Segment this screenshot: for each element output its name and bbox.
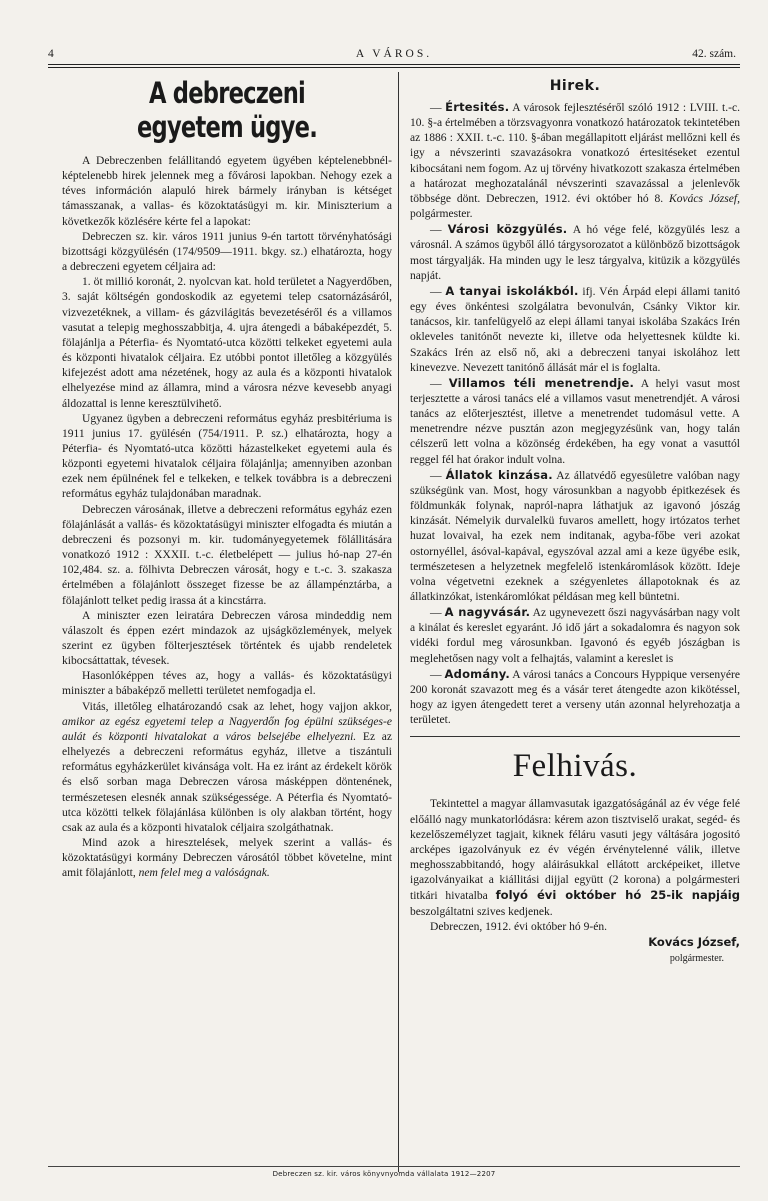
notice-text: beszolgáltatni szives kedjenek. [410, 905, 553, 918]
news-item-lead: Adomány. [444, 666, 510, 681]
article-paragraph [62, 836, 392, 881]
news-item-lead: Városi közgyülés. [447, 222, 568, 237]
news-item-lead: A tanyai iskolákból. [445, 283, 579, 298]
paragraph-text: Vitás, illetőleg elhatározandó csak az lehet, hogy vajjon akkor, [82, 700, 392, 713]
header-rule-double [48, 67, 740, 68]
news-item: — Városi közgyülés. A hó vége felé, közgyülés lesz a városnál. A számos ügyből álló tárgysorozatot a különböző bizottságok most tárgyalják. Ha minden ugy le lesz tárgyalva, kitüzik a közgyülés napját. [410, 222, 741, 282]
news-item: — A nagyvásár. Az ugynevezett őszi nagyvásárban nagy volt a kinálat és kereslet egyaránt. Jó idő járt a sokadalomra és nagyon sok vidéki fordul meg városunkban. Igavonó és egyéb jószágban is meglehetősen nagy volt a felhajtás, valamint a kereslet is [410, 605, 741, 665]
notice-paragraph [410, 797, 740, 919]
notice-deadline: folyó évi október hó 25-ik napjáig [495, 888, 740, 903]
article-paragraph: Debreczen városának, illetve a debreczeni református egyház ezen fölajánlását a vallás- és közoktatásügyi miniszter elfogadta és miután a debreczeni és pozsonyi m. kir. tudományegyetemek fölállitására vonatkozó 1912 : XXXII. t.-c. életbelépett — julius hó-nap 27-én 102,484. sz. a. fölhivta Debreczen városát, hogy e t.-c. 3. szakasza értelmében a fölajánlott összeget fizesse be az állampénztárba, a fölajánlott telket pedig irassa át a kincstárra. [62, 503, 392, 607]
news-heading: Hirek. [549, 78, 601, 94]
news-item-text: ifj. Vén Árpád elepi állami tanitó egy éves önkéntesi szolgálatra bevonulván, Csánky Viktor kir. tanácsos, kir. tanfelügyelő az elepi állami tanyai iskolába Szakács Irén okleveles tanitónőt nevezte ki, illetve oda helyettesnek küldte ki. Szakács Irén az első nő, aki a debreczeni tanyai iskolához lett kinevezve. Nevezett tanitónő állását már el is foglalta. [410, 285, 741, 374]
news-item-lead: Állatok kinzása. [445, 467, 553, 482]
footer-rule [48, 1166, 740, 1167]
news-item-text: A hó vége felé, közgyülés lesz a városnál. A számos ügyből álló tárgysorozatot a különböző bizottságok most tárgyalják. Ha minden ugy le lesz tárgyalva, kitüzik a közgyülés napját. [410, 224, 741, 282]
news-item: — A tanyai iskolákból. ifj. Vén Árpád elepi állami tanitó egy éves önkéntesi szolgálatra bevonulván, Csánky Viktor kir. tanácsos, kir. tanfelügyelő az elepi állami tanyai iskolába Szakács Irén okleveles tanitónőt nevezte ki, illetve oda helyettesnek küldte ki. Szakács Irén az első nő, aki a debreczeni tanyai iskolához lett kinevezve. Nevezett tanitónő állását már el is foglalta. [410, 283, 741, 374]
news-item-text: A városi tanács a Concours Hyppique versenyére 200 koronát szavazott meg és a vásár teret átengedte azon kikötéssel, hogy az igyen átengedett teret a verseny után azonnal helyrehozatja a területet. [410, 668, 740, 727]
news-item-text: Az állatvédő egyesületre valóban nagy szükségünk van. Most, hogy városunkban a nagyobb épitkezések és földmunkák folynak, napról-napra láthatjuk az igavonó jószág kinzását. Némelyik durvalelkü fuvaros amellett, hogy irtózatos terhet huzat lovaival, ha ezek nem inditanak, agyba-főbe veri azokat ostornyéllel, ásóval-kapával, egyszóval azzal ami a keze ügyébe esik, természetesen a helyzetnek megfelelő istenkáromlások között. Ideje volna végetvetni ezeknek a szégyenletes állapotoknak és az állatkinzókat, istenkáromlókat példásan meg kell büntetni. [410, 469, 741, 603]
notice-signature-block [410, 935, 740, 966]
header-rule [48, 64, 740, 65]
article-title: A debreczeni egyetem ügye. [136, 76, 318, 144]
news-item: — Adomány. A városi tanács a Concours Hyppique versenyére 200 koronát szavazott meg és a vásár teret átengedte azon kikötéssel, hogy az igyen átengedett teret a verseny után azonnal helyrehozatja a területet. [410, 666, 740, 727]
news-item-tail: polgármester. [410, 208, 473, 221]
notice-role: polgármester. [669, 952, 724, 964]
italic-text: amikor az egész egyetemi telep a Nagyerdőn fog épülni szükséges-e aulát és központi hivatalokat a város belsejébe elhelyezni. [62, 715, 392, 743]
news-item-text: A helyi vasut most terjesztette a városi tanács elé a villamos vasut menetrendjét. A városi tanács az előterjesztést, illetve a menetrendet tudomásul vette. A menetrendre nézve pusztán azon megjegyzésünk van, hogy talán célszerű lett volna a közönség érdekében, ha egy vonat a vasuttól reggel fél hat órakor indult volna. [410, 377, 741, 466]
issue-number: 42. szám. [692, 48, 736, 60]
article-paragraph: Hasonlóképpen téves az, hogy a vallás- és közoktatásügyi miniszter a bábaképző melletti területet nemfogadja el. [62, 670, 392, 698]
article-paragraph [62, 700, 392, 836]
article-paragraph: 1. öt millió koronát, 2. nyolcvan kat. hold területet a Nagyerdőben, 3. saját költségén gondoskodik az egyetemi telep csatornázásáról, vizvezetéknek, a villam- és gázvilágitás bevezetéséről és a villamos vasutat a telepig meghosszabbitja, 4. ujra átengedi a bábaképezdét, 5. fölajánlja a Péterfia- és Nyomtató-utca közötti telkeket egyetemi aula és központi hivatalok céljaira. Ez utóbbi pontot illetőleg a közgyülés kifejezést adott ama nézetének, hogy az aula és a központi hivatalok elhelyezése mind az államra, mind a városra nézve kevesebb anyagi áldozattal is lenne keresztülvihető. [62, 276, 392, 410]
news-item: — Állatok kinzása. Az állatvédő egyesületre valóban nagy szükségünk van. Most, hogy városunkban a nagyobb épitkezések és földmunkák folynak, napról-napra láthatjuk az igavonó jószág kinzását. Némelyik durvalelkü fuvaros amellett, hogy irtózatos terhet huzat lovaival, ha ezek nem inditanak, agyba-főbe veri azokat ostornyéllel, ásóval-kapával, egyszóval azzal ami a keze ügyébe esik, természetesen a helyzetnek megfelelő istenkáromlások között. Ideje volna végetvetni ezeknek a szégyenletes állapotoknak és az állatkinzókat, istenkáromlókat példásan meg kell büntetni. [410, 467, 741, 603]
news-item-text: A városok fejlesztéséről szóló 1912 : LVIII. t.-c. 10. §-a értelmében a törzsvagyonra vonatkozó határozatok tekintetében az 1886 : XXII. t.-c. 110. §-ában megállapitott eljárást mellőzni kell és igy a névszerinti szavazásokra vonatkozó értesitéseket ezentul kibocsátani nem fogom. Az uj törvény hivatkozott szakasza értelmében a határozat meghozatalánál névszerinti szavazással a jelenlevők többsége dönt. Debreczen, 1912. évi október hó 8. [410, 102, 741, 205]
article-paragraph: A miniszter ezen leiratára Debreczen városa mindeddig nem válaszolt és éppen ezért mindazok az ujságközlemények, melyek szerint ez ügyben fölterjesztések történtek és ujabb rendeletek kibocsáttattak, tévesek. [62, 609, 392, 668]
article-paragraph: A Debreczenben felállitandó egyetem ügyében képtelenebbnél-képtelenebb hirek jelennek meg a fővárosi lapokban. Nehogy ezek a téves információn alapuló hirek bármely irányban is kétséget támasszanak, a vallas- és közoktatásügyi m. kir. Miniszterium a következők közlésére kérte fel a lapokat: [62, 155, 392, 228]
news-item-text: Az ugynevezett őszi nagyvásárban nagy volt a kinálat és kereslet egyaránt. Jó idő járt a sokadalomra és nagyon sok vidéki fordul meg városunkban. Igavonó és egyéb jószágban is meglehetősen nagy volt a felhajtás, valamint a kereslet is [410, 607, 741, 665]
paragraph-text: Ez az elhelyezés a debreczeni református egyház, illetve a tiszántuli református egyházkerület kivánsága volt. Ha ez iránt az érdekelt körök és első sorban maga Debreczen városa másképpen döntenének, természetesen elesnék annak szükségessége. A Péterfia és Nyomtató-utca közötti telkek fölajánlása különben is oly alakban történt, hogy csak az aula és a központi hivatalok céljaira szolgáthatnak. [62, 730, 392, 834]
right-column [410, 74, 740, 966]
news-item-signature: Kovács József, [669, 192, 740, 205]
printer-imprint: Debreczen sz. kir. város könyvnyomda vállalata 1912—2207 [272, 1170, 496, 1178]
page-number: 4 [48, 48, 54, 60]
article-paragraph: Ugyanez ügyben a debreczeni református egyház presbitériuma is 1911 junius 17. gyülésén (754/1911. P. sz.) elhatározta, hogy a Péterfia- és Nyomtató-utca közötti házastelkeket egyetemi aula és központi egyetemi hivatalok céljaira fölajánlja; amennyiben azonban ezek nem épülnének fel e telkeken, e telkek továbbra is a debreczeni református egyház tulajdonában maradnak. [62, 412, 392, 501]
italic-text: nem felel meg a valóságnak. [138, 867, 270, 880]
notice-heading: Felhivás. [512, 748, 638, 785]
notice-signature: Kovács József, [648, 934, 740, 949]
paragraph-text: Mind azok a hiresztelések, melyek szerint a vallás- és közoktatásügyi kormány Debreczen városától többet követelne, mint amit fölajánlott, [62, 837, 392, 880]
left-column [62, 74, 392, 882]
section-separator [410, 736, 740, 737]
journal-title: A VÁROS. [355, 48, 433, 60]
news-item: — Villamos téli menetrendje. A helyi vasut most terjesztette a városi tanács elé a villamos vasut menetrendjét. A városi tanács az előterjesztést, illetve a menetrendet tudomásul vette. A menetrendre nézve pusztán azon megjegyzésünk van, hogy talán célszerű lett volna a közönség érdekében, ha egy vonat a vasuttól reggel fél hat órakor indult volna. [410, 375, 741, 466]
news-item-lead: Értesités. [445, 100, 510, 114]
notice-date: Debreczen, 1912. évi október hó 9-én. [430, 920, 607, 933]
notice-text: Tekintettel a magyar államvasutak igazgatóságánál az év vége felé előálló nagy munkatorlódásra: kérem azon tisztviselő urakat, segéd- és kezelőszemélyzet tagjait, kiknek féláru vasuti jegy váltására jogositó arcképes igazolványuk ez év végén érvénytelenné válik, illetve meghosszabbitandó, hogy aláirásukkal ellátott arcképeiket, illetve igazolványaikat a kiállitási dijjal együtt (2 korona) a polgármesteri titkári hivatalba [410, 798, 740, 903]
news-item-lead: A nagyvásár. [444, 605, 531, 620]
column-divider [398, 72, 399, 1172]
news-item-lead: Villamos téli menetrendje. [448, 375, 635, 390]
article-paragraph: Debreczen sz. kir. város 1911 junius 9-én tartott törvényhatósági bizottsági közgyülésén (174/9509—1911. bkgy. sz.) elhatározta, hogy a debreczeni egyetem céljaira ad: [62, 230, 392, 274]
news-item: — Értesités. A városok fejlesztéséről szóló 1912 : LVIII. t.-c. 10. §-a értelmében a törzsvagyonra vonatkozó határozatok tekintetében az 1886 : XXII. t.-c. 110. §-ában megállapitott eljárást mellőzni kell és igy a névszerinti szavazásokra vonatkozó értesitéseket ezentul kibocsátani nem fogom. Az uj törvény hivatkozott szakasza értelmében a határozat meghozatalánál névszerinti szavazással a jelenlevők többsége dönt. Debreczen, 1912. évi október hó 8. Kovács József, polgármester. [410, 100, 741, 221]
